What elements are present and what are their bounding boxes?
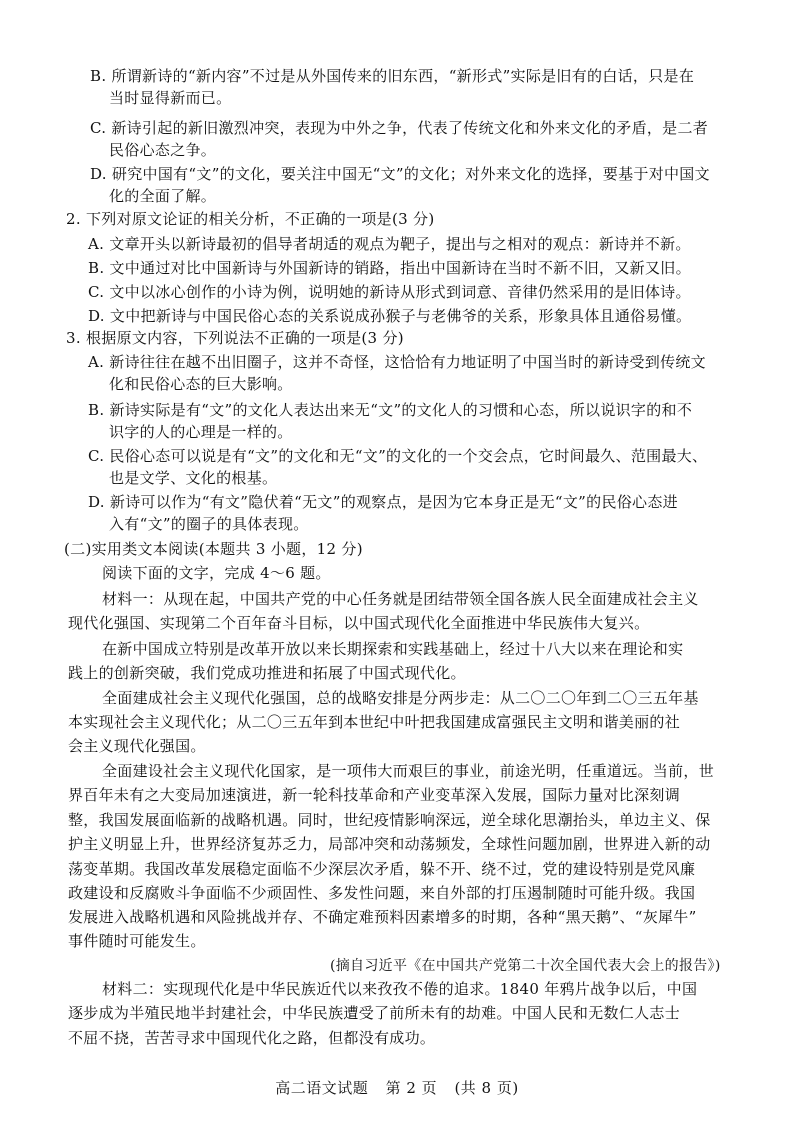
option-d-line1: D. 研究中国有“文”的文化，要关注中国无“文”的文化；对外来文化的选择，要基于对中国文 [90,165,710,183]
material-1-p4-line4: 护主义明显上升，世界经济复苏乏力，局部冲突和动荡频发，全球性问题加剧，世界进入新的动 [68,835,711,853]
material-1-line2: 现代化强国、实现第二个百年奋斗目标，以中国式现代化全面推进中华民族伟大复兴。 [68,614,650,632]
option-b-line1: B. 所谓新诗的“新内容”不过是从外国传来的旧东西，“新形式”实际是旧有的白话，只是在 [90,67,695,85]
material-1-p2-line2: 践上的创新突破，我们党成功推进和拓展了中国式现代化。 [68,664,466,682]
material-2-line2: 逐步成为半殖民地半封建社会，中华民族遭受了前所未有的劫难。中国人民和无数仁人志士 [68,1004,681,1022]
q2-option-d: D. 文中把新诗与中国民俗心态的关系说成孙猴子与老佛爷的关系，形象具体且通俗易懂。 [88,307,692,325]
q3-option-a-line2: 化和民俗心态的巨大影响。 [109,375,293,393]
material-1-p4-line5: 荡变革期。我国改革发展稳定面临不少深层次矛盾，躲不开、绕不过，党的建设特别是党风廉 [68,860,696,878]
q3-option-d-line1: D. 新诗可以作为“有文”隐伏着“无文”的观察点，是因为它本身正是无“文”的民俗心态进 [88,493,678,511]
q2-option-b: B. 文中通过对比中国新诗与外国新诗的销路，指出中国新诗在当时不新不旧，又新又旧。 [88,259,691,277]
material-1-p2-line1: 在新中国成立特别是改革开放以来长期探索和实践基础上，经过十八大以来在理论和实 [102,640,684,658]
source-citation: (摘自习近平《在中国共产党第二十次全国代表大会上的报告》) [330,958,721,974]
material-1-p4-line8: 事件随时可能发生。 [68,932,206,950]
option-b-line2: 当时显得新而已。 [109,89,232,107]
footer-subject: 高二语文试题 [275,1079,369,1097]
reading-instruction: 阅读下面的文字，完成 4～6 题。 [102,564,331,582]
material-2-line1: 材料二：实现现代化是中华民族近代以来孜孜不倦的追求。1840 年鸦片战争以后，中国 [102,980,698,998]
q3-option-a-line1: A. 新诗往往在越不出旧圈子，这并不奇怪，这恰恰有力地证明了中国当时的新诗受到传统文 [88,353,706,371]
section-heading: (二)实用类文本阅读(本题共 3 小题，12 分) [64,540,363,558]
material-1-p3-line3: 会主义现代化强国。 [68,737,206,755]
material-1-p4-line6: 政建设和反腐败斗争面临不少顽固性、多发性问题，来自外部的打压遏制随时可能升级。我国 [68,884,696,902]
question-2: 2. 下列对原文论证的相关分析，不正确的一项是(3 分) [66,210,435,228]
material-1-p4-line1: 全面建设社会主义现代化国家，是一项伟大而艰巨的事业，前途光明，任重道远。当前，世 [102,762,715,780]
q3-option-c-line2: 也是文学、文化的根基。 [109,469,278,487]
q3-option-b-line2: 识字的人的心理是一样的。 [109,423,293,441]
option-c-line1: C. 新诗引起的新旧激烈冲突，表现为中外之争，代表了传统文化和外来文化的矛盾，是二者 [90,119,709,137]
material-1-p4-line7: 发展进入战略机遇和风险挑战并存、不确定难预料因素增多的时期，各种“黑天鹅”、“灰犀牛” [68,908,697,926]
option-c-line2: 民俗心态之争。 [109,141,217,159]
material-1-p3-line1: 全面建成社会主义现代化强国，总的战略安排是分两步走：从二〇二〇年到二〇三五年基 [102,689,699,707]
q3-option-b-line1: B. 新诗实际是有“文”的文化人表达出来无“文”的文化人的习惯和心态，所以说识字的和不 [88,401,693,419]
material-1-p3-line2: 本实现社会主义现代化；从二〇三五年到本世纪中叶把我国建成富强民主文明和谐美丽的社 [68,713,681,731]
question-3: 3. 根据原文内容，下列说法不正确的一项是(3 分) [66,329,404,347]
footer-total-pages: (共 8 页) [454,1079,519,1097]
material-1-p4-line3: 整，我国发展面临新的战略机遇。同时，世纪疫情影响深远，逆全球化思潮抬头，单边主义、保 [68,811,711,829]
q3-option-d-line2: 入有“文”的圈子的具体表现。 [109,515,309,533]
page-footer [0,1078,794,1098]
material-1-p4-line2: 界百年未有之大变局加速演进，新一轮科技革命和产业变革深入发展，国际力量对比深刻调 [68,786,681,804]
q3-option-c-line1: C. 民俗心态可以说是有“文”的文化和无“文”的文化的一个交会点，它时间最久、范围最大、 [88,447,708,465]
material-1-line1: 材料一：从现在起，中国共产党的中心任务就是团结带领全国各族人民全面建成社会主义 [102,590,699,608]
q2-option-c: C. 文中以冰心创作的小诗为例，说明她的新诗从形式到词意、音律仍然采用的是旧体诗。 [88,283,691,301]
option-d-line2: 化的全面了解。 [109,187,217,205]
footer-page-number: 第 2 页 [385,1079,438,1097]
q2-option-a: A. 文章开头以新诗最初的倡导者胡适的观点为靶子，提出与之相对的观点：新诗并不新。 [88,235,691,253]
material-2-line3: 不屈不挠，苦苦寻求中国现代化之路，但都没有成功。 [68,1029,436,1047]
